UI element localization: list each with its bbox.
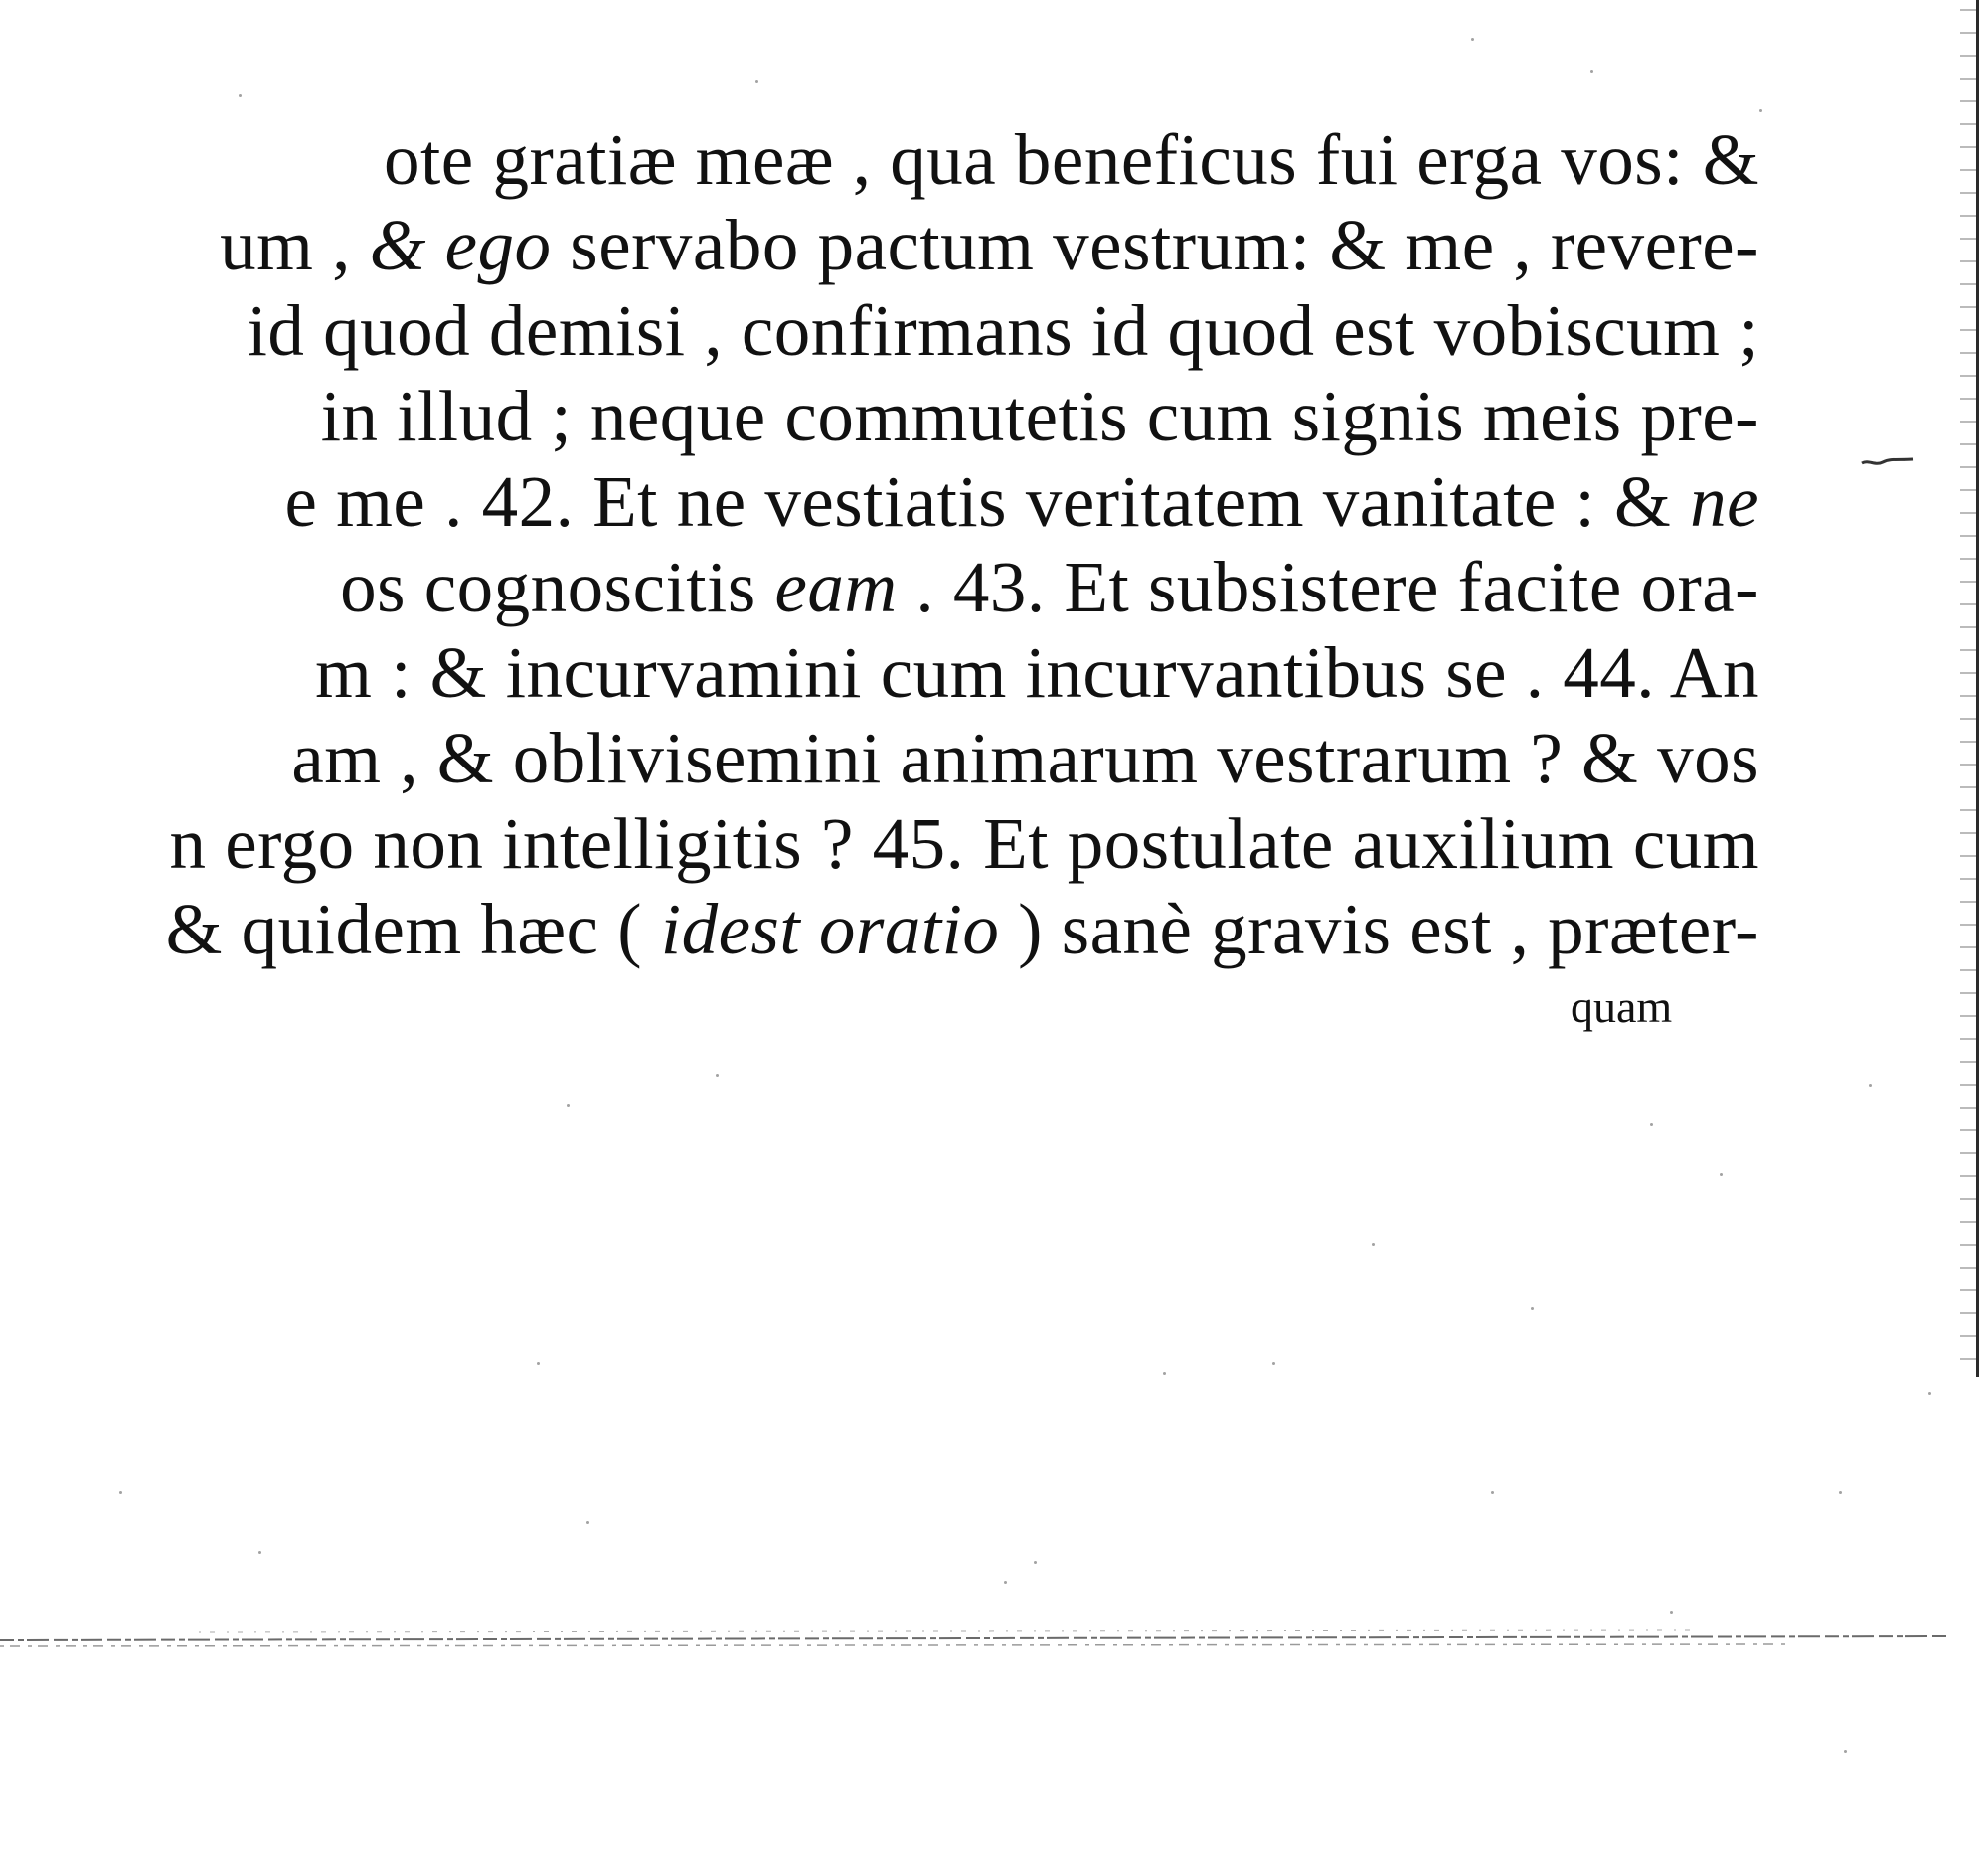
text-segment: n ergo non intelligitis ? 45. Et postulate auxilium cum [169,803,1759,884]
paper-speck [1839,1491,1842,1494]
paper-speck [1004,1581,1007,1584]
text-line [0,117,1759,203]
text-line [0,545,1759,630]
text-segment: e me . 42. Et ne vestiatis veritatem vanitate : & [284,461,1691,542]
text-line [0,374,1759,459]
paper-speck [586,1521,589,1524]
italic-text-segment: eam [774,547,898,627]
text-segment: . 43. Et subsistere facite ora- [897,547,1759,627]
paper-speck [1670,1611,1673,1614]
paper-speck [1869,1084,1872,1087]
text-line [0,459,1759,545]
text-segment: servabo pactum vestrum: & me , revere- [551,205,1759,285]
text-line [0,203,1759,288]
paper-speck [1034,1561,1037,1564]
text-segment: ) sanè gravis est , præter- [999,889,1759,969]
paper-speck [1720,1173,1723,1176]
page-bottom-edge [0,1620,1948,1660]
text-segment: ote gratiæ meæ , qua beneficus fui erga vos: & [384,119,1759,200]
italic-text-segment: idest oratio [660,889,1000,969]
text-line [0,630,1759,716]
paper-speck [1650,1123,1653,1126]
text-segment: os cognoscitis [340,547,775,627]
paper-speck [716,1074,719,1077]
text-line [0,716,1759,801]
text-line [0,887,1759,972]
paper-speck [1491,1491,1494,1494]
text-segment: id quod demisi , confirmans id quod est vobiscum ; [247,290,1759,371]
text-segment: am , & oblivisemini animarum vestrarum ? & vos [291,718,1759,798]
paper-speck [239,94,242,97]
catchword: quam [1571,981,1673,1032]
text-segment: & quidem hæc ( [165,889,661,969]
paper-speck [1759,109,1762,112]
italic-text-segment: & ego [369,205,552,285]
binding-edge-rule [1976,0,1979,1377]
text-segment: in illud ; neque commutetis cum signis meis pre- [320,376,1759,456]
ink-smudge-mark [1861,457,1914,467]
paper-speck [1531,1307,1534,1310]
paper-speck [1272,1362,1275,1365]
paper-speck [1372,1243,1375,1246]
text-block [0,117,1759,972]
paper-speck [1844,1750,1847,1753]
paper-speck [1590,70,1593,73]
paper-speck [1928,1392,1931,1395]
text-segment: um , [220,205,370,285]
text-line [0,801,1759,887]
italic-text-segment: ne [1690,461,1759,542]
paper-speck [119,1491,122,1494]
paper-speck [1163,1372,1166,1375]
text-segment: m : & incurvamini cum incurvantibus se . 44. An [315,632,1759,713]
paper-speck [258,1551,261,1554]
paper-speck [755,80,758,83]
text-line [0,288,1759,374]
paper-speck [537,1362,540,1365]
paper-speck [567,1104,570,1107]
paper-speck [1471,38,1474,41]
binding-edge-speckle [1960,0,1976,1377]
cropped-header-fragment [378,0,696,8]
